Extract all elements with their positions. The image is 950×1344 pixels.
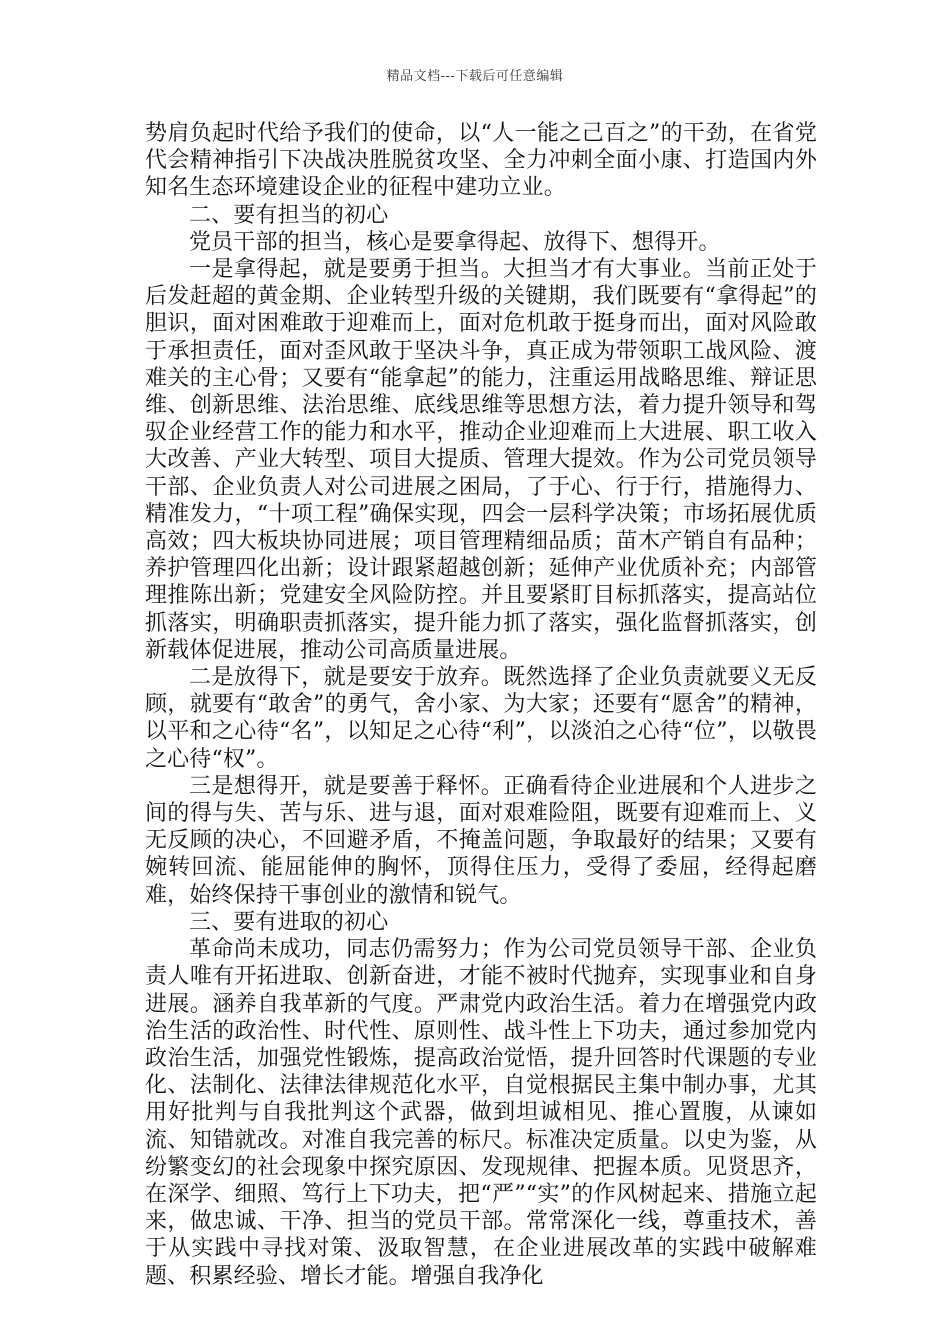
page-header: 精品文档---下载后可任意编辑 <box>386 69 564 84</box>
paragraph-intro: 党员干部的担当，核心是要拿得起、放得下、想得开。 <box>189 229 721 255</box>
paragraph-point-3: 三是想得开，就是要善于释怀。正确看待企业进展和个人进步之间的得与失、苦与乐、进与退，面对艰难险阻，既要有迎难而上、义无反顾的决心，不回避矛盾，不掩盖问题，争取最好的结果；又要有婉转回流、能屈能伸的胸怀，顶得住压力，受得了委屈，经得起磨难，始终保持干事创业的激情和锐气。 <box>145 773 817 908</box>
section-heading-2: 二、要有担当的初心 <box>189 202 389 228</box>
section-heading-3: 三、要有进取的初心 <box>189 909 389 935</box>
paragraph-section-3: 革命尚未成功，同志仍需努力；作为公司党员领导干部、企业负责人唯有开拓进取、创新奋进，才能不被时代抛弃，实现事业和自身进展。涵养自我革新的气度。严肃党内政治生活。着力在增强党内政治生活的政治性、时代性、原则性、战斗性上下功夫，通过参加党内政治生活，加强党性锻炼，提高政治觉悟，提升回答时代课题的专业化、法制化、法律法律规范化水平，自觉根据民主集中制办事，尤其用好批判与自我批判这个武器，做到坦诚相见、推心置腹，从谏如流、知错就改。对准自我完善的标尺。标准决定质量。以史为鉴，从纷繁变幻的社会现象中探究原因、发现规律、把握本质。见贤思齐，在深学、细照、笃行上下功夫，把“严”“实”的作风树起来、措施立起来，做忠诚、干净、担当的党员干部。常常深化一线，尊重技术，善于从实践中寻找对策、汲取智慧，在企业进展改革的实践中破解难题、积累经验、增长才能。增强自我净化 <box>145 937 817 1289</box>
paragraph-point-1: 一是拿得起，就是要勇于担当。大担当才有大事业。当前正处于后发赶超的黄金期、企业转型升级的关键期，我们既要有“拿得起”的胆识，面对困难敢于迎难而上，面对危机敢于挺身而出，面对风险敢于承担责任，面对歪风敢于坚决斗争，真正成为带领职工战风险、渡难关的主心骨；又要有“能拿起”的能力，注重运用战略思维、辩证思维、创新思维、法治思维、底线思维等思想方法，着力提升领导和驾驭企业经营工作的能力和水平，推动企业迎难而上大进展、职工收入大改善、产业大转型、项目大提质、管理大提效。作为公司党员领导干部、企业负责人对公司进展之困局，了于心、行于行，措施得力、精准发力，“十项工程”确保实现，四会一层科学决策；市场拓展优质高效；四大板块协同进展；项目管理精细品质；苗木产销自有品种；养护管理四化出新；设计跟紧超越创新；延伸产业优质补充；内部管理推陈出新；党建安全风险防控。并且要紧盯目标抓落实，提高站位抓落实，明确职责抓落实，提升能力抓了落实，强化监督抓落实，创新载体促进展，推动公司高质量进展。 <box>145 257 817 663</box>
paragraph-continuation: 势肩负起时代给予我们的使命，以“人一能之己百之”的干劲，在省党代会精神指引下决战决胜脱贫攻坚、全力冲刺全面小康、打造国内外知名生态环境建设企业的征程中建功立业。 <box>145 121 817 201</box>
paragraph-point-2: 二是放得下，就是要安于放弃。既然选择了企业负责就要义无反顾，就要有“敢舍”的勇气，舍小家、为大家；还要有“愿舍”的精神，以平和之心待“名”，以知足之心待“利”，以淡泊之心待“位”，以敬畏之心待“权”。 <box>145 665 817 772</box>
document-body <box>145 120 817 1290</box>
